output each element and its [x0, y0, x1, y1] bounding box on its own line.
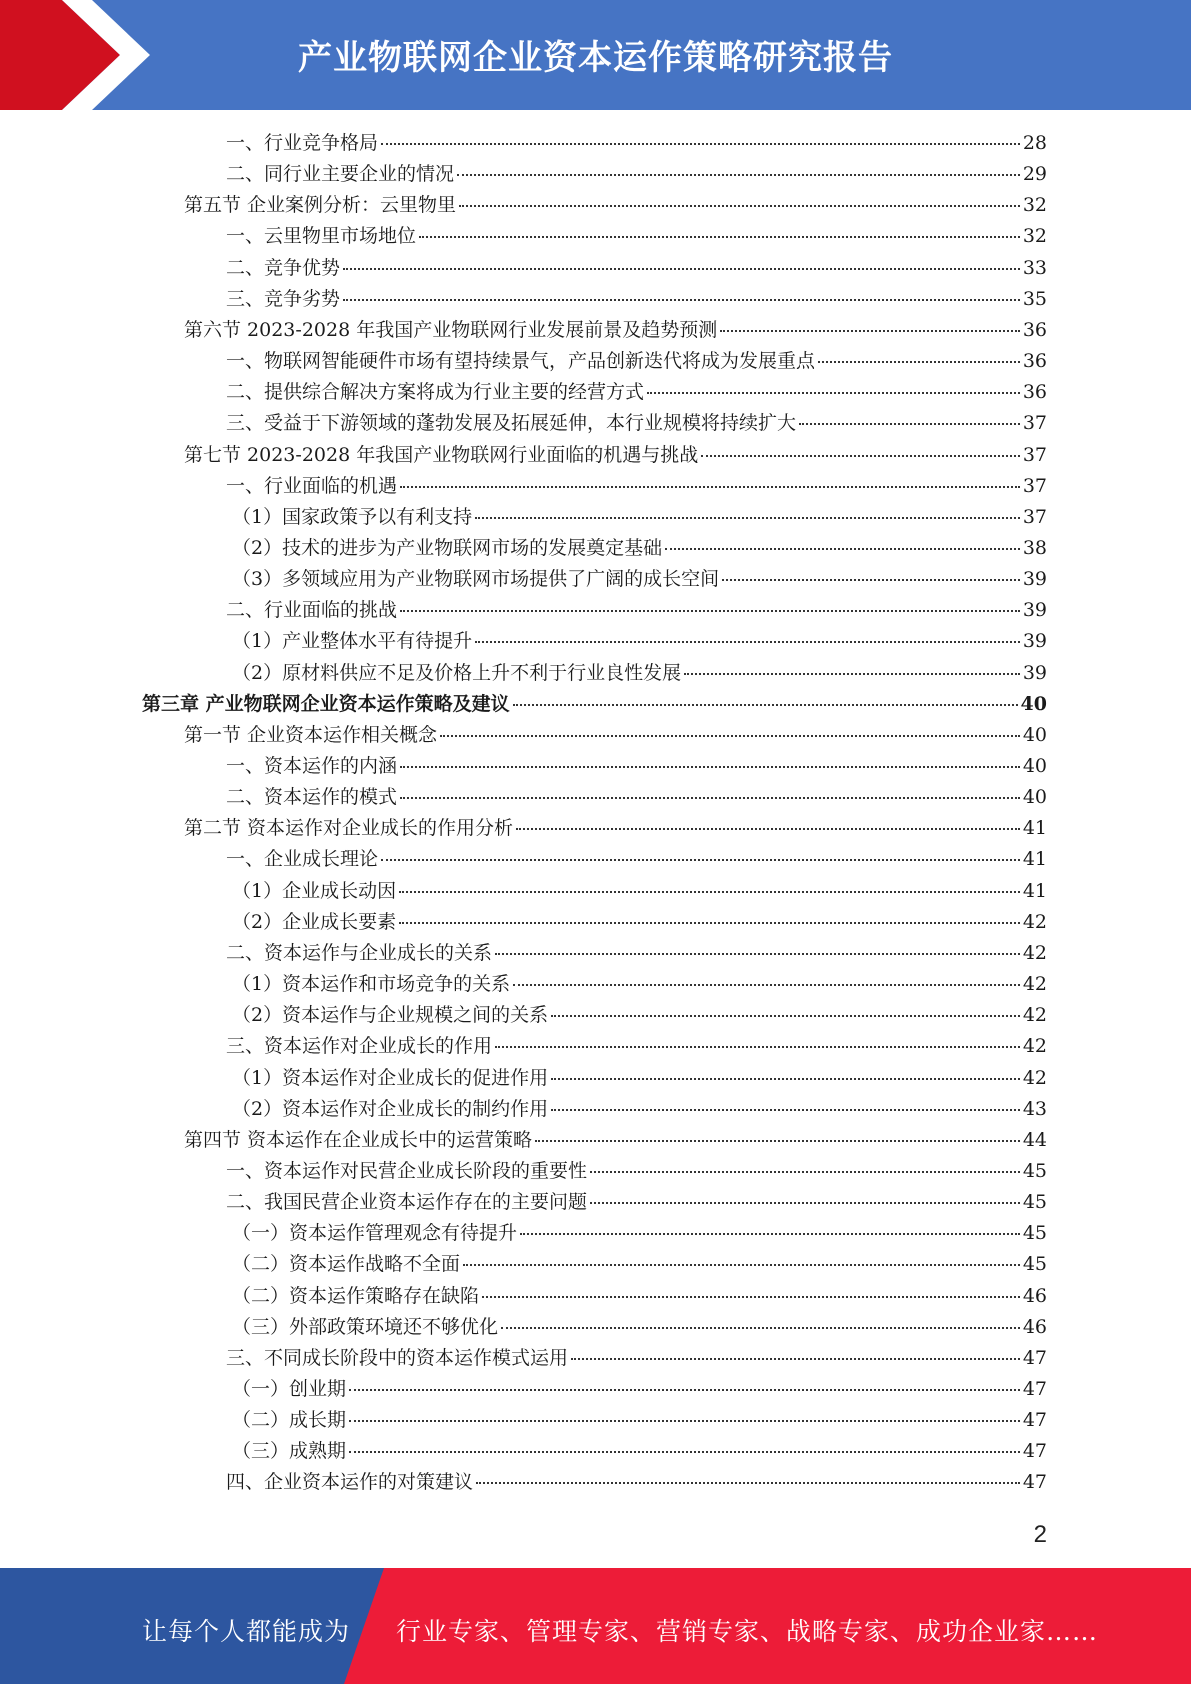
toc-leader-dots	[419, 236, 1020, 238]
toc-entry-title: 二、竞争优势	[226, 256, 341, 279]
toc-entry[interactable]	[232, 969, 1047, 1000]
toc-page-number: 41	[1022, 848, 1047, 871]
toc-leader-dots	[647, 392, 1020, 394]
toc-entry-title: （2）资本运作与企业规模之间的关系	[232, 1004, 549, 1027]
toc-page-number: 39	[1022, 630, 1047, 653]
toc-entry[interactable]	[232, 1000, 1047, 1031]
toc-entry-title: 三、不同成长阶段中的资本运作模式运用	[226, 1346, 569, 1369]
toc-entry[interactable]	[226, 1343, 1047, 1374]
toc-leader-dots	[399, 922, 1020, 924]
toc-entry[interactable]	[226, 377, 1047, 408]
toc-entry[interactable]	[232, 1405, 1047, 1436]
toc-page-number: 47	[1022, 1409, 1047, 1432]
toc-leader-dots	[684, 673, 1020, 675]
toc-section[interactable]	[184, 813, 1047, 844]
toc-entry-title: 三、受益于下游领域的蓬勃发展及拓展延伸，本行业规模将持续扩大	[226, 412, 797, 435]
toc-entry[interactable]	[226, 844, 1047, 875]
toc-page-number: 45	[1022, 1222, 1047, 1245]
toc-page-number: 47	[1022, 1471, 1047, 1494]
toc-page-number: 36	[1022, 350, 1047, 373]
toc-page-number: 43	[1022, 1097, 1047, 1120]
toc-entry[interactable]	[232, 1312, 1047, 1343]
toc-entry[interactable]	[232, 876, 1047, 907]
toc-leader-dots	[482, 1296, 1020, 1298]
toc-entry[interactable]	[232, 564, 1047, 595]
footer-slogan-left: 让每个人都能成为	[142, 1617, 351, 1646]
toc-page-number: 44	[1022, 1128, 1047, 1151]
toc-page-number: 39	[1022, 661, 1047, 684]
toc-page-number: 36	[1022, 381, 1047, 404]
toc-leader-dots	[463, 1264, 1020, 1266]
toc-page-number: 37	[1022, 505, 1047, 528]
page-footer	[0, 1568, 1191, 1684]
toc-entry-title: 二、资本运作的模式	[226, 786, 398, 809]
toc-leader-dots	[349, 1451, 1020, 1453]
toc-entry-title: 第七节 2023-2028 年我国产业物联网行业面临的机遇与挑战	[184, 443, 699, 466]
toc-entry[interactable]	[232, 1249, 1047, 1280]
toc-leader-dots	[590, 1202, 1020, 1204]
toc-entry-title: 一、资本运作的内涵	[226, 755, 398, 777]
toc-entry-title: （二）资本运作策略存在缺陷	[232, 1284, 480, 1307]
toc-entry-title: （1）资本运作和市场竞争的关系	[232, 973, 511, 996]
toc-entry[interactable]	[232, 907, 1047, 938]
toc-page-number: 39	[1022, 599, 1047, 622]
toc-page-number: 42	[1022, 973, 1047, 996]
toc-entry[interactable]	[232, 1374, 1047, 1405]
toc-entry-title: 二、我国民营企业资本运作存在的主要问题	[226, 1191, 588, 1214]
toc-leader-dots	[516, 828, 1020, 830]
toc-entry-title: 一、行业面临的机遇	[226, 474, 398, 497]
toc-section[interactable]	[184, 440, 1047, 471]
toc-page-number: 47	[1022, 1378, 1047, 1400]
toc-page-number: 46	[1022, 1315, 1047, 1338]
toc-entry-title: （2）原材料供应不足及价格上升不利于行业良性发展	[232, 661, 682, 684]
toc-page-number: 39	[1022, 568, 1047, 591]
toc-leader-dots	[495, 953, 1020, 955]
toc-entry[interactable]	[226, 284, 1047, 315]
toc-entry-title: 第一节 企业资本运作相关概念	[184, 723, 438, 746]
toc-page-number: 35	[1022, 287, 1047, 310]
toc-page-number: 41	[1022, 879, 1047, 902]
toc-entry-title: （2）技术的进步为产业物联网市场的发展奠定基础	[232, 536, 663, 559]
toc-leader-dots	[400, 797, 1020, 799]
page-number: 2	[1033, 1521, 1047, 1548]
toc-entry[interactable]	[226, 408, 1047, 439]
toc-entry-title: （一）资本运作管理观念有待提升	[232, 1222, 518, 1245]
toc-page-number: 42	[1022, 1004, 1047, 1027]
toc-section[interactable]	[184, 315, 1047, 346]
toc-page-number: 32	[1022, 194, 1047, 217]
toc-entry-title: （一）创业期	[232, 1378, 347, 1400]
toc-leader-dots	[701, 455, 1020, 457]
toc-page-number: 42	[1022, 1066, 1047, 1089]
toc-page-number: 40	[1022, 723, 1047, 746]
toc-leader-dots	[440, 735, 1020, 737]
toc-page-number: 28	[1022, 132, 1047, 154]
toc-leader-dots	[349, 1420, 1020, 1422]
toc-leader-dots	[475, 517, 1020, 519]
toc-leader-dots	[722, 579, 1020, 581]
toc-entry[interactable]	[232, 626, 1047, 657]
toc-page-number: 37	[1022, 474, 1047, 497]
toc-page-number: 37	[1022, 412, 1047, 435]
toc-entry[interactable]	[226, 471, 1047, 502]
toc-page-number: 47	[1022, 1346, 1047, 1369]
toc-leader-dots	[551, 1015, 1020, 1017]
toc-page-number: 32	[1022, 225, 1047, 248]
toc-page-number: 42	[1022, 941, 1047, 964]
toc-entry-title: （1）资本运作对企业成长的促进作用	[232, 1066, 549, 1089]
toc-entry[interactable]	[226, 1156, 1047, 1187]
toc-leader-dots	[818, 361, 1020, 363]
toc-entry-title: 一、物联网智能硬件市场有望持续景气，产品创新迭代将成为发展重点	[226, 350, 816, 373]
toc-entry-title: 二、提供综合解决方案将成为行业主要的经营方式	[226, 381, 645, 404]
toc-entry[interactable]	[232, 658, 1047, 689]
toc-page-number: 46	[1022, 1284, 1047, 1307]
toc-entry[interactable]	[226, 346, 1047, 377]
toc-entry[interactable]	[226, 159, 1047, 190]
toc-page-number: 29	[1022, 163, 1047, 186]
toc-leader-dots	[343, 268, 1020, 270]
toc-entry-title: （2）资本运作对企业成长的制约作用	[232, 1097, 549, 1120]
toc-entry-title: 二、同行业主要企业的情况	[226, 163, 455, 186]
toc-entry-title: 一、资本运作对民营企业成长阶段的重要性	[226, 1159, 588, 1182]
toc-entry-title: （2）企业成长要素	[232, 910, 397, 933]
toc-leader-dots	[457, 174, 1020, 176]
page-header	[0, 0, 1191, 110]
toc-entry[interactable]	[226, 1187, 1047, 1218]
toc-entry-title: 三、资本运作对企业成长的作用	[226, 1035, 493, 1058]
toc-entry-title: （1）国家政策予以有利支持	[232, 505, 473, 528]
toc-entry-title: 二、资本运作与企业成长的关系	[226, 941, 493, 964]
toc-page-number: 41	[1022, 817, 1047, 840]
toc-entry-title: 一、企业成长理论	[226, 848, 379, 871]
toc-entry[interactable]	[232, 1436, 1047, 1467]
toc-entry-title: 一、云里物里市场地位	[226, 225, 417, 248]
toc-section[interactable]	[184, 190, 1047, 221]
toc-leader-dots	[520, 1233, 1020, 1235]
toc-entry[interactable]	[232, 1218, 1047, 1249]
toc-entry-title: （三）成熟期	[232, 1440, 347, 1463]
toc-leader-dots	[343, 299, 1020, 301]
toc-page-number: 40	[1020, 692, 1047, 715]
toc-page-number: 45	[1022, 1253, 1047, 1276]
toc-entry[interactable]	[226, 221, 1047, 252]
toc-leader-dots	[501, 1327, 1020, 1329]
toc-leader-dots	[513, 984, 1020, 986]
toc-leader-dots	[400, 610, 1020, 612]
toc-leader-dots	[513, 704, 1018, 706]
toc-entry-title: （二）成长期	[232, 1409, 347, 1432]
toc-entry-title: 第六节 2023-2028 年我国产业物联网行业发展前景及趋势预测	[184, 318, 718, 341]
toc-page-number: 37	[1022, 443, 1047, 466]
toc-leader-dots	[400, 766, 1020, 768]
toc-page-number: 40	[1022, 786, 1047, 809]
toc-entry[interactable]	[226, 1031, 1047, 1062]
toc-entry[interactable]	[226, 128, 1047, 159]
toc-entry-title: （三）外部政策环境还不够优化	[232, 1315, 499, 1338]
toc-entry[interactable]	[232, 1063, 1047, 1094]
toc-entry[interactable]	[226, 938, 1047, 969]
toc-page-number: 42	[1022, 910, 1047, 933]
toc-entry[interactable]	[232, 502, 1047, 533]
toc-leader-dots	[381, 859, 1020, 861]
toc-entry-title: 第二节 资本运作对企业成长的作用分析	[184, 817, 514, 840]
document-title: 产业物联网企业资本运作策略研究报告	[298, 38, 893, 78]
toc-entry[interactable]	[232, 1094, 1047, 1125]
toc-entry[interactable]	[226, 782, 1047, 813]
toc-page-number: 42	[1022, 1035, 1047, 1058]
toc-leader-dots	[475, 641, 1020, 643]
toc-entry[interactable]	[232, 533, 1047, 564]
toc-page-number: 33	[1022, 256, 1047, 279]
toc-entry[interactable]	[232, 1281, 1047, 1312]
toc-entry-title: 二、行业面临的挑战	[226, 599, 398, 622]
toc-leader-dots	[381, 143, 1020, 145]
toc-page-number: 36	[1022, 318, 1047, 341]
toc-entry-title: （二）资本运作战略不全面	[232, 1253, 461, 1276]
toc-section[interactable]	[184, 1125, 1047, 1156]
toc-page-number: 45	[1022, 1159, 1047, 1182]
toc-entry-title: 四、企业资本运作的对策建议	[226, 1471, 474, 1494]
toc-entry[interactable]	[226, 1467, 1047, 1498]
toc-leader-dots	[495, 1046, 1020, 1048]
toc-entry-title: 一、行业竞争格局	[226, 132, 379, 154]
toc-leader-dots	[476, 1482, 1020, 1484]
toc-leader-dots	[665, 548, 1020, 550]
toc-page-number: 47	[1022, 1440, 1047, 1463]
toc-leader-dots	[571, 1358, 1020, 1360]
toc-entry-title: 第三章 产业物联网企业资本运作策略及建议	[142, 692, 510, 715]
toc-leader-dots	[400, 486, 1020, 488]
toc-entry-title: 三、竞争劣势	[226, 287, 341, 310]
toc-entry-title: 第五节 企业案例分析：云里物里	[184, 194, 457, 217]
toc-section[interactable]	[184, 720, 1047, 751]
toc-leader-dots	[551, 1078, 1020, 1080]
toc-leader-dots	[720, 330, 1020, 332]
toc-entry[interactable]	[226, 595, 1047, 626]
toc-leader-dots	[551, 1109, 1020, 1111]
toc-leader-dots	[590, 1171, 1020, 1173]
toc-leader-dots	[799, 423, 1020, 425]
toc-entry[interactable]	[226, 751, 1047, 782]
toc-leader-dots	[349, 1389, 1020, 1391]
toc-entry-title: （3）多领域应用为产业物联网市场提供了广阔的成长空间	[232, 568, 720, 591]
toc-leader-dots	[535, 1140, 1020, 1142]
toc-entry-title: （1）企业成长动因	[232, 879, 397, 902]
toc-leader-dots	[459, 205, 1020, 207]
toc-entry-title: （1）产业整体水平有待提升	[232, 630, 473, 653]
toc-leader-dots	[399, 891, 1020, 893]
footer-slogan-right: 行业专家、管理专家、营销专家、战略专家、成功企业家……	[396, 1617, 1099, 1646]
toc-chapter[interactable]	[142, 689, 1047, 720]
toc-entry[interactable]	[226, 253, 1047, 284]
toc-page-number: 38	[1022, 536, 1047, 559]
toc-entry-title: 第四节 资本运作在企业成长中的运营策略	[184, 1128, 533, 1151]
toc-page-number: 40	[1022, 755, 1047, 777]
toc-page-number: 45	[1022, 1191, 1047, 1214]
